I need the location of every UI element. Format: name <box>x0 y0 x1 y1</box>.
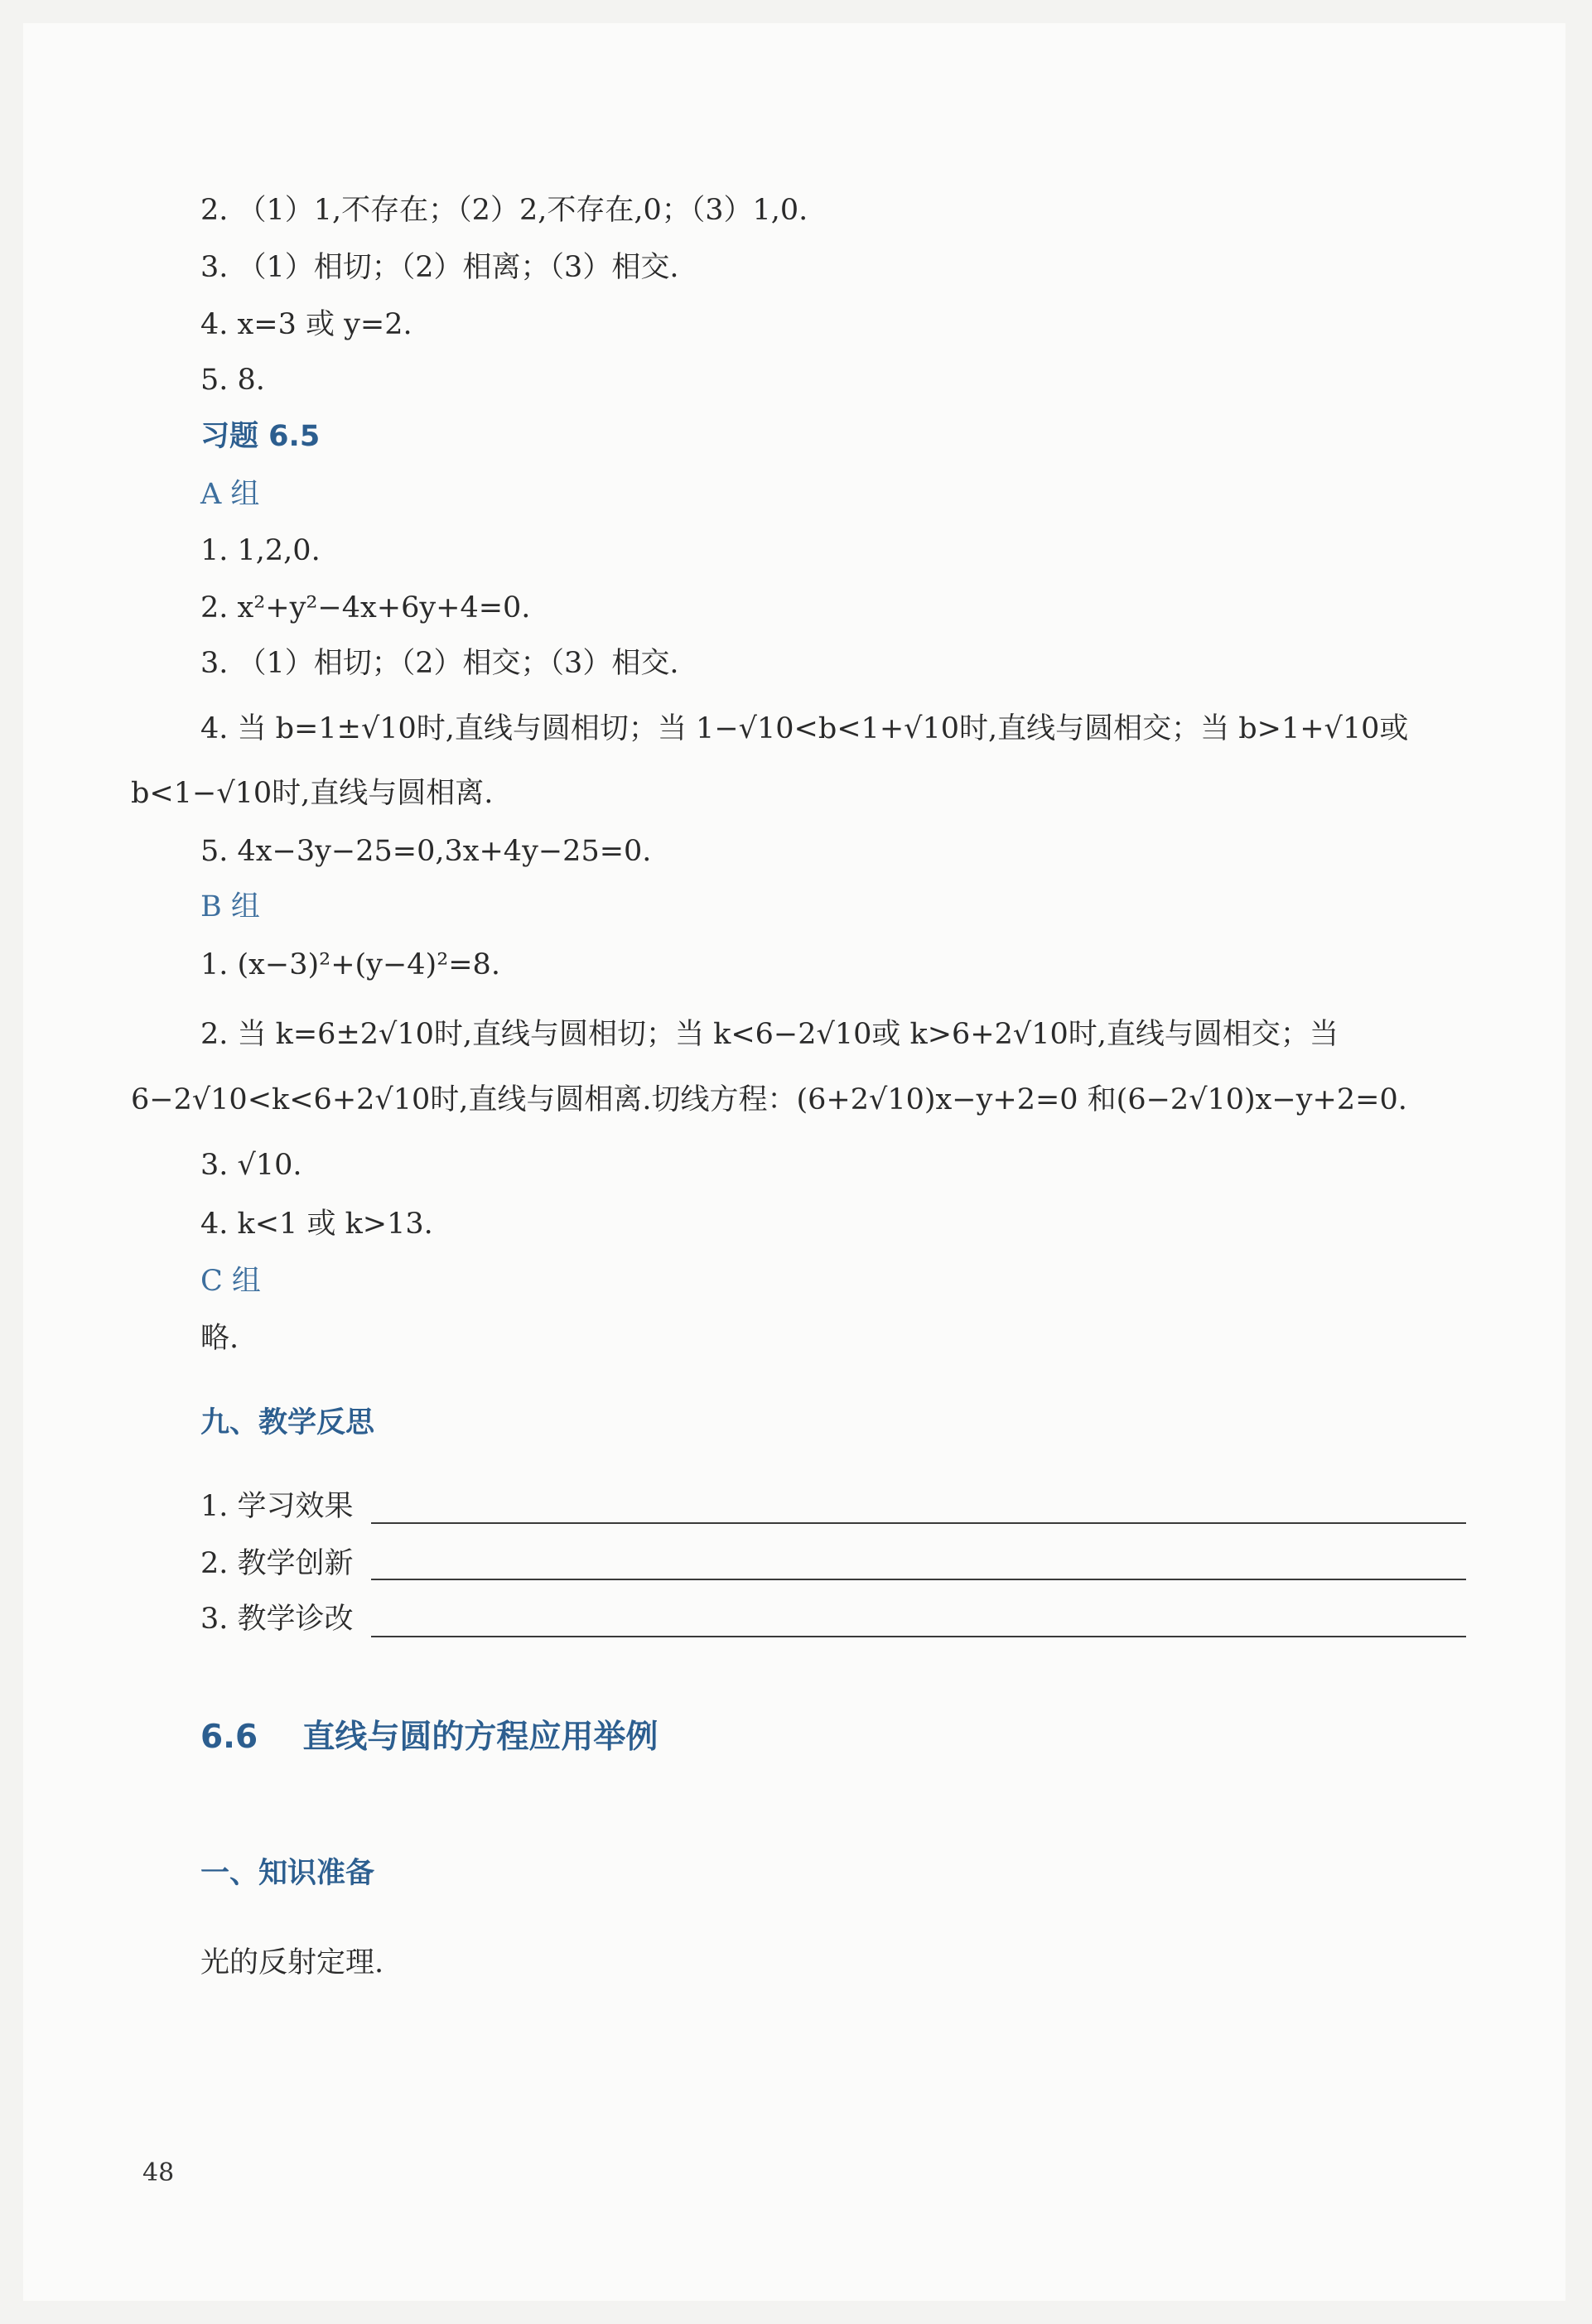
answer-line: 1. (x−3)²+(y−4)²=8. <box>200 948 500 981</box>
answer-line: 2. 当 k=6±2√10时,直线与圆相切；当 k<6−2√10或 k>6+2√10时,直线与圆相交；当 <box>200 1018 1339 1051</box>
reflection-item-label: 3. 教学诊改 <box>200 1603 354 1636</box>
answer-line-continued: 6−2√10<k<6+2√10时,直线与圆相离.切线方程：(6+2√10)x−y+2=0 和(6−2√10)x−y+2=0. <box>131 1083 1407 1116</box>
answer-line: 5. 8. <box>200 364 265 397</box>
answer-line-continued: b<1−√10时,直线与圆相离. <box>131 777 494 810</box>
answer-line: 5. 4x−3y−25=0,3x+4y−25=0. <box>200 835 652 868</box>
answer-line: 略. <box>200 1322 239 1355</box>
answer-line: 3. （1）相切；（2）相交；（3）相交. <box>200 647 679 680</box>
chapter-heading <box>200 1719 658 1756</box>
prep-text: 光的反射定理. <box>200 1946 384 1979</box>
answer-line: 4. k<1 或 k>13. <box>200 1208 433 1241</box>
answer-line: 2. （1）1,不存在；（2）2,不存在,0；（3）1,0. <box>200 194 808 227</box>
reflection-blank-line[interactable] <box>371 1636 1466 1637</box>
answer-line: 4. 当 b=1±√10时,直线与圆相切；当 1−√10<b<1+√10时,直线与圆相交；当 b>1+√10或 <box>200 712 1409 745</box>
group-label: C 组 <box>200 1265 261 1298</box>
reflection-blank-line[interactable] <box>371 1522 1466 1524</box>
answer-line: 3. （1）相切；（2）相离；（3）相交. <box>200 251 679 284</box>
exercise-heading: 习题 6.5 <box>200 420 321 453</box>
answer-line: 2. x²+y²−4x+6y+4=0. <box>200 591 531 624</box>
answer-line: 1. 1,2,0. <box>200 534 321 567</box>
group-label: A 组 <box>200 478 260 511</box>
answer-line: 3. √10. <box>200 1149 302 1182</box>
reflection-blank-line[interactable] <box>371 1579 1466 1580</box>
chapter-number: 6.6 <box>200 1719 258 1756</box>
chapter-title: 直线与圆的方程应用举例 <box>302 1719 659 1756</box>
page-number: 48 <box>142 2158 175 2187</box>
answer-line: 4. x=3 或 y=2. <box>200 308 412 341</box>
reflection-item-label: 2. 教学创新 <box>200 1547 354 1580</box>
group-label: B 组 <box>200 890 260 923</box>
reflection-item-label: 1. 学习效果 <box>200 1490 354 1523</box>
prep-heading: 一、知识准备 <box>200 1857 375 1890</box>
reflection-heading: 九、教学反思 <box>200 1406 375 1439</box>
